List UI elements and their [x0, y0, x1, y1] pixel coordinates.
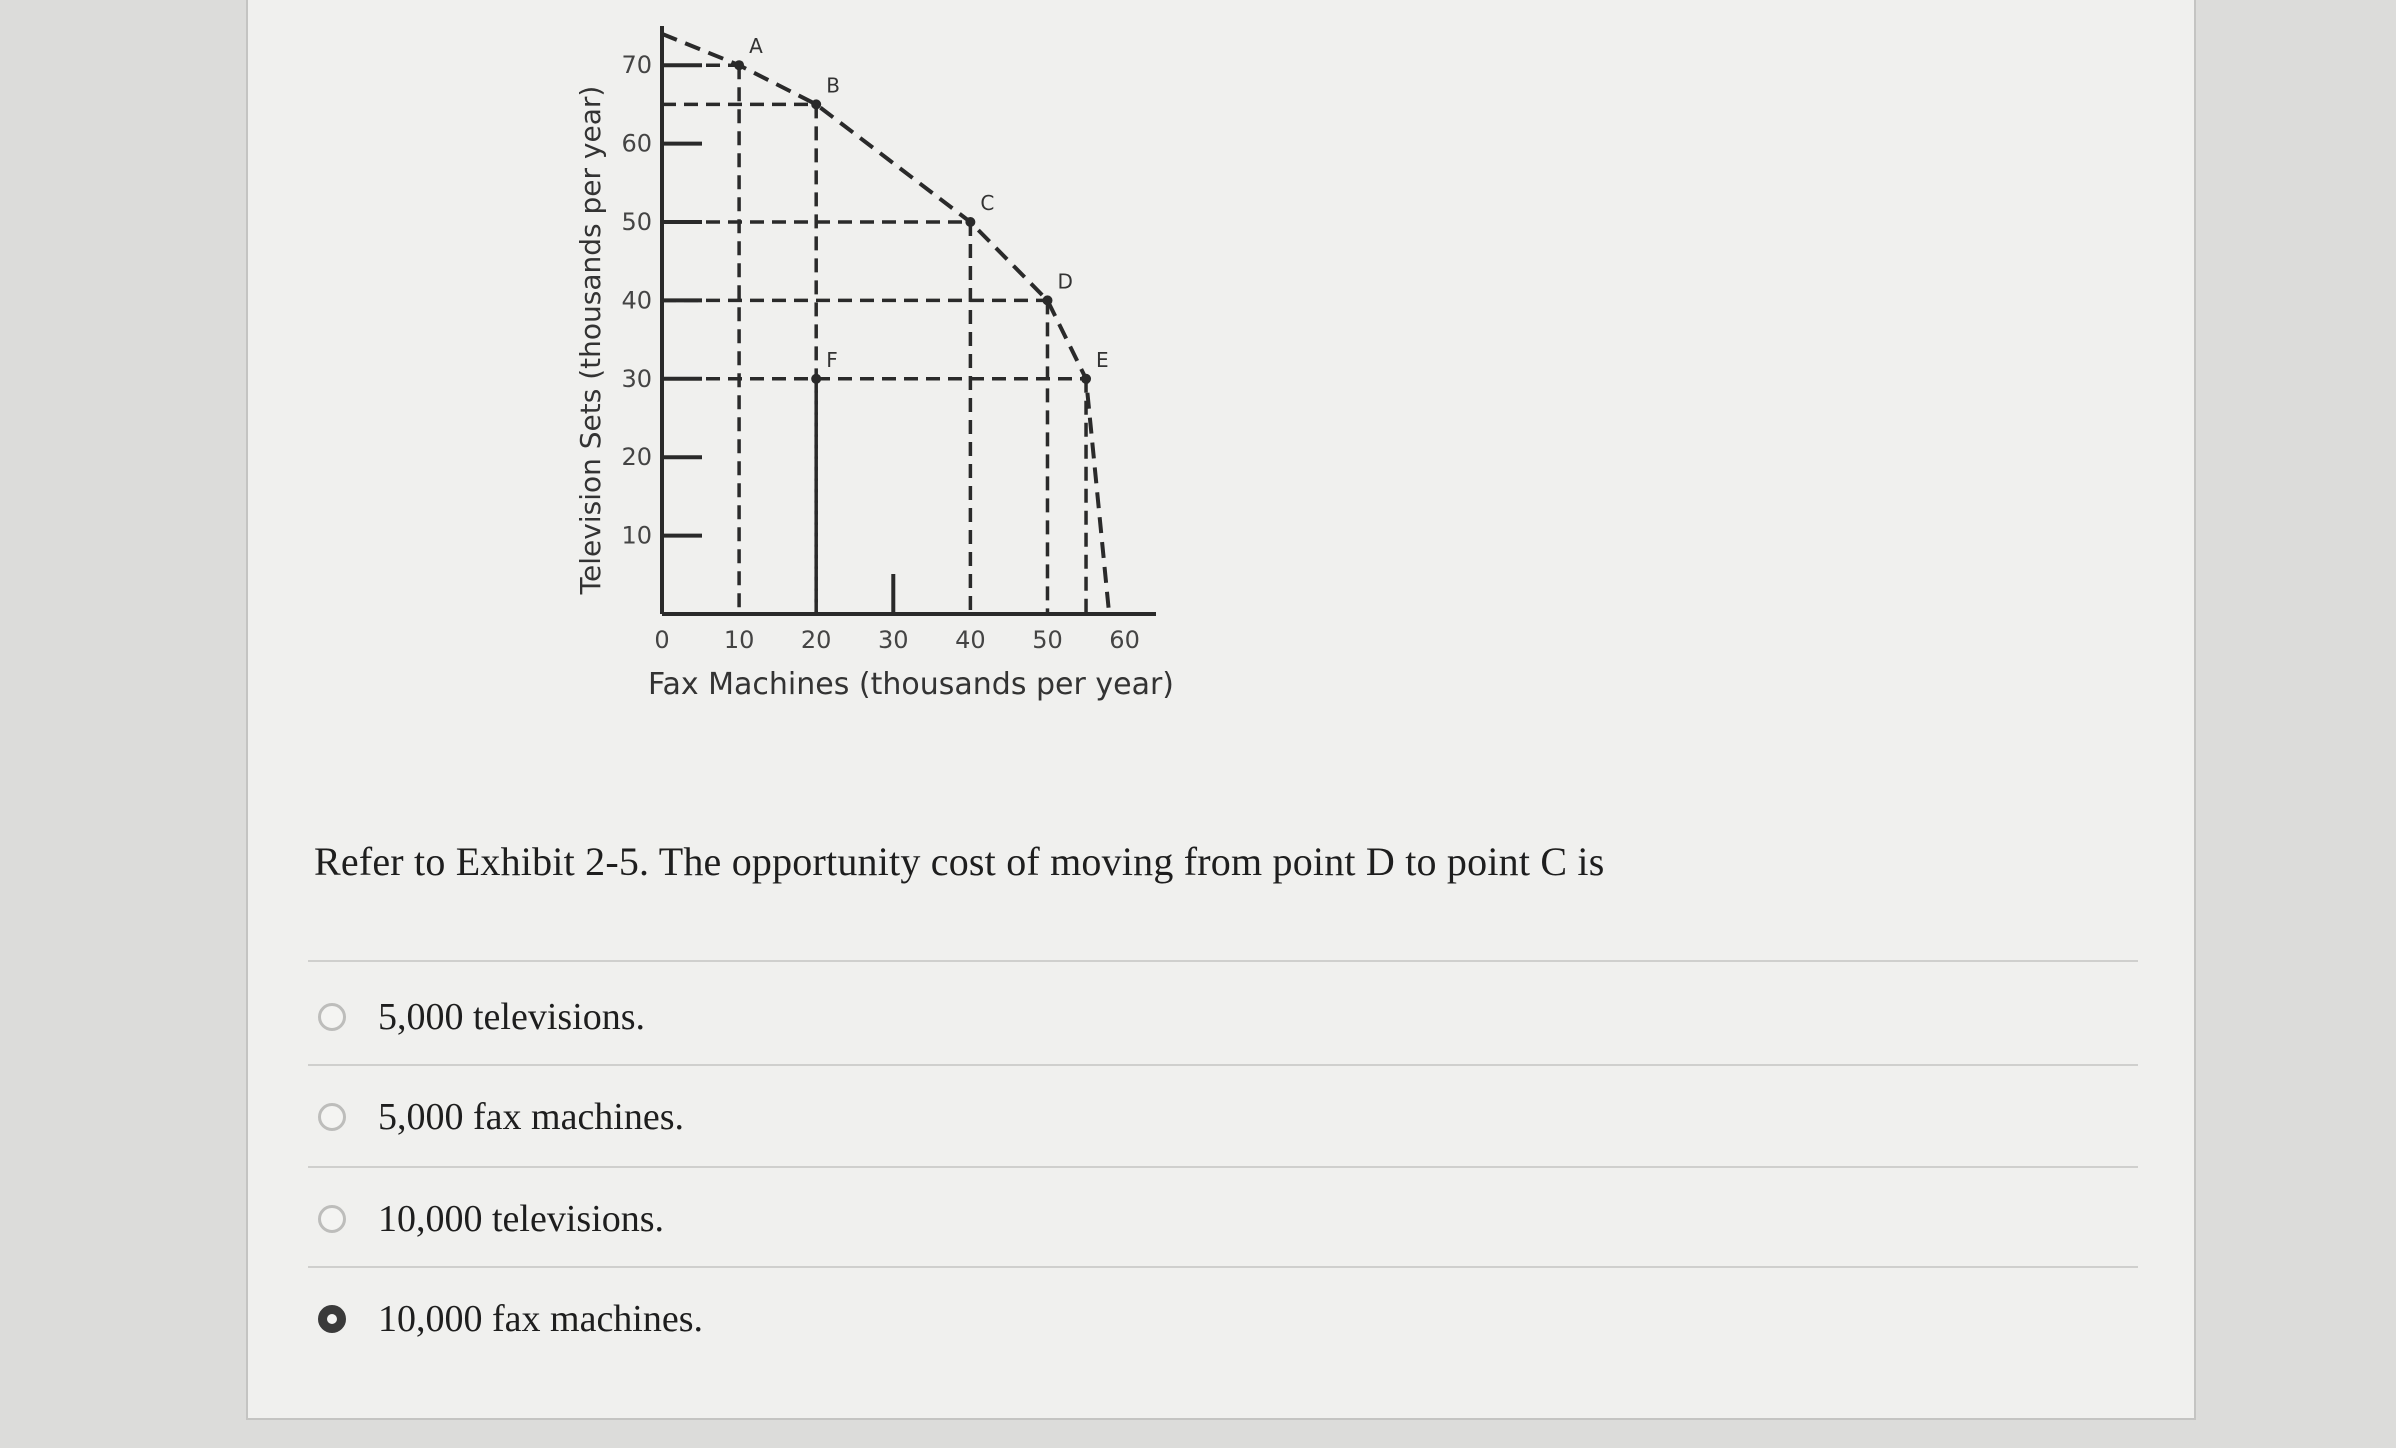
y-tick-label: 50	[621, 208, 652, 236]
x-tick-label: 30	[878, 626, 909, 654]
x-tick-label: 10	[723, 626, 755, 654]
answer-option-3[interactable]	[318, 1184, 1518, 1254]
x-tick-label: 20	[800, 626, 832, 654]
data-point-D	[1042, 295, 1052, 305]
data-point-F	[811, 374, 821, 384]
point-label-D: D	[1057, 269, 1073, 294]
divider	[308, 1266, 2138, 1268]
option-label-1: 5,000 televisions.	[378, 996, 646, 1038]
x-tick-label: 40	[955, 626, 986, 654]
option-label-2: 5,000 fax machines.	[378, 1096, 685, 1138]
radio-button-4-selected[interactable]	[318, 1305, 346, 1333]
point-label-C: C	[980, 191, 995, 215]
y-tick-label: 10	[621, 521, 652, 550]
option-label-3: 10,000 televisions.	[378, 1198, 665, 1240]
y-tick-label: 40	[621, 286, 652, 315]
ppf-chart	[308, 0, 1228, 720]
y-tick-label: 70	[621, 51, 652, 80]
point-label-F: F	[826, 347, 838, 372]
y-tick-label: 20	[621, 443, 652, 472]
question-card	[246, 0, 2196, 1420]
point-label-B: B	[826, 73, 840, 98]
ppf-curve	[662, 34, 1109, 614]
data-point-E	[1081, 374, 1091, 384]
y-tick-label: 60	[621, 129, 652, 158]
radio-button-1[interactable]	[318, 1003, 346, 1031]
radio-button-3[interactable]	[318, 1205, 346, 1233]
data-point-C	[965, 217, 975, 227]
radio-button-2[interactable]	[318, 1103, 346, 1131]
y-axis-title: Television Sets (thousands per year)	[574, 85, 607, 595]
x-tick-label: 0	[654, 626, 670, 654]
x-tick-label: 60	[1109, 626, 1140, 654]
data-point-A	[734, 60, 744, 70]
x-axis-title: Fax Machines (thousands per year)	[647, 667, 1175, 702]
divider	[308, 960, 2138, 962]
point-label-E: E	[1096, 347, 1109, 372]
exhibit-chart	[308, 0, 1228, 720]
divider	[308, 1166, 2138, 1168]
answer-option-1[interactable]	[318, 982, 1518, 1052]
divider	[308, 1064, 2138, 1066]
answer-option-4[interactable]	[318, 1284, 1518, 1354]
data-point-B	[811, 99, 821, 109]
question-text: Refer to Exhibit 2-5. The opportunity cost of moving from point D to point C is	[314, 839, 1605, 884]
point-label-A: A	[749, 34, 763, 59]
y-tick-label: 30	[621, 364, 652, 393]
option-label-4: 10,000 fax machines.	[378, 1298, 704, 1340]
x-tick-label: 50	[1032, 626, 1063, 654]
answer-option-2[interactable]	[318, 1082, 1518, 1152]
